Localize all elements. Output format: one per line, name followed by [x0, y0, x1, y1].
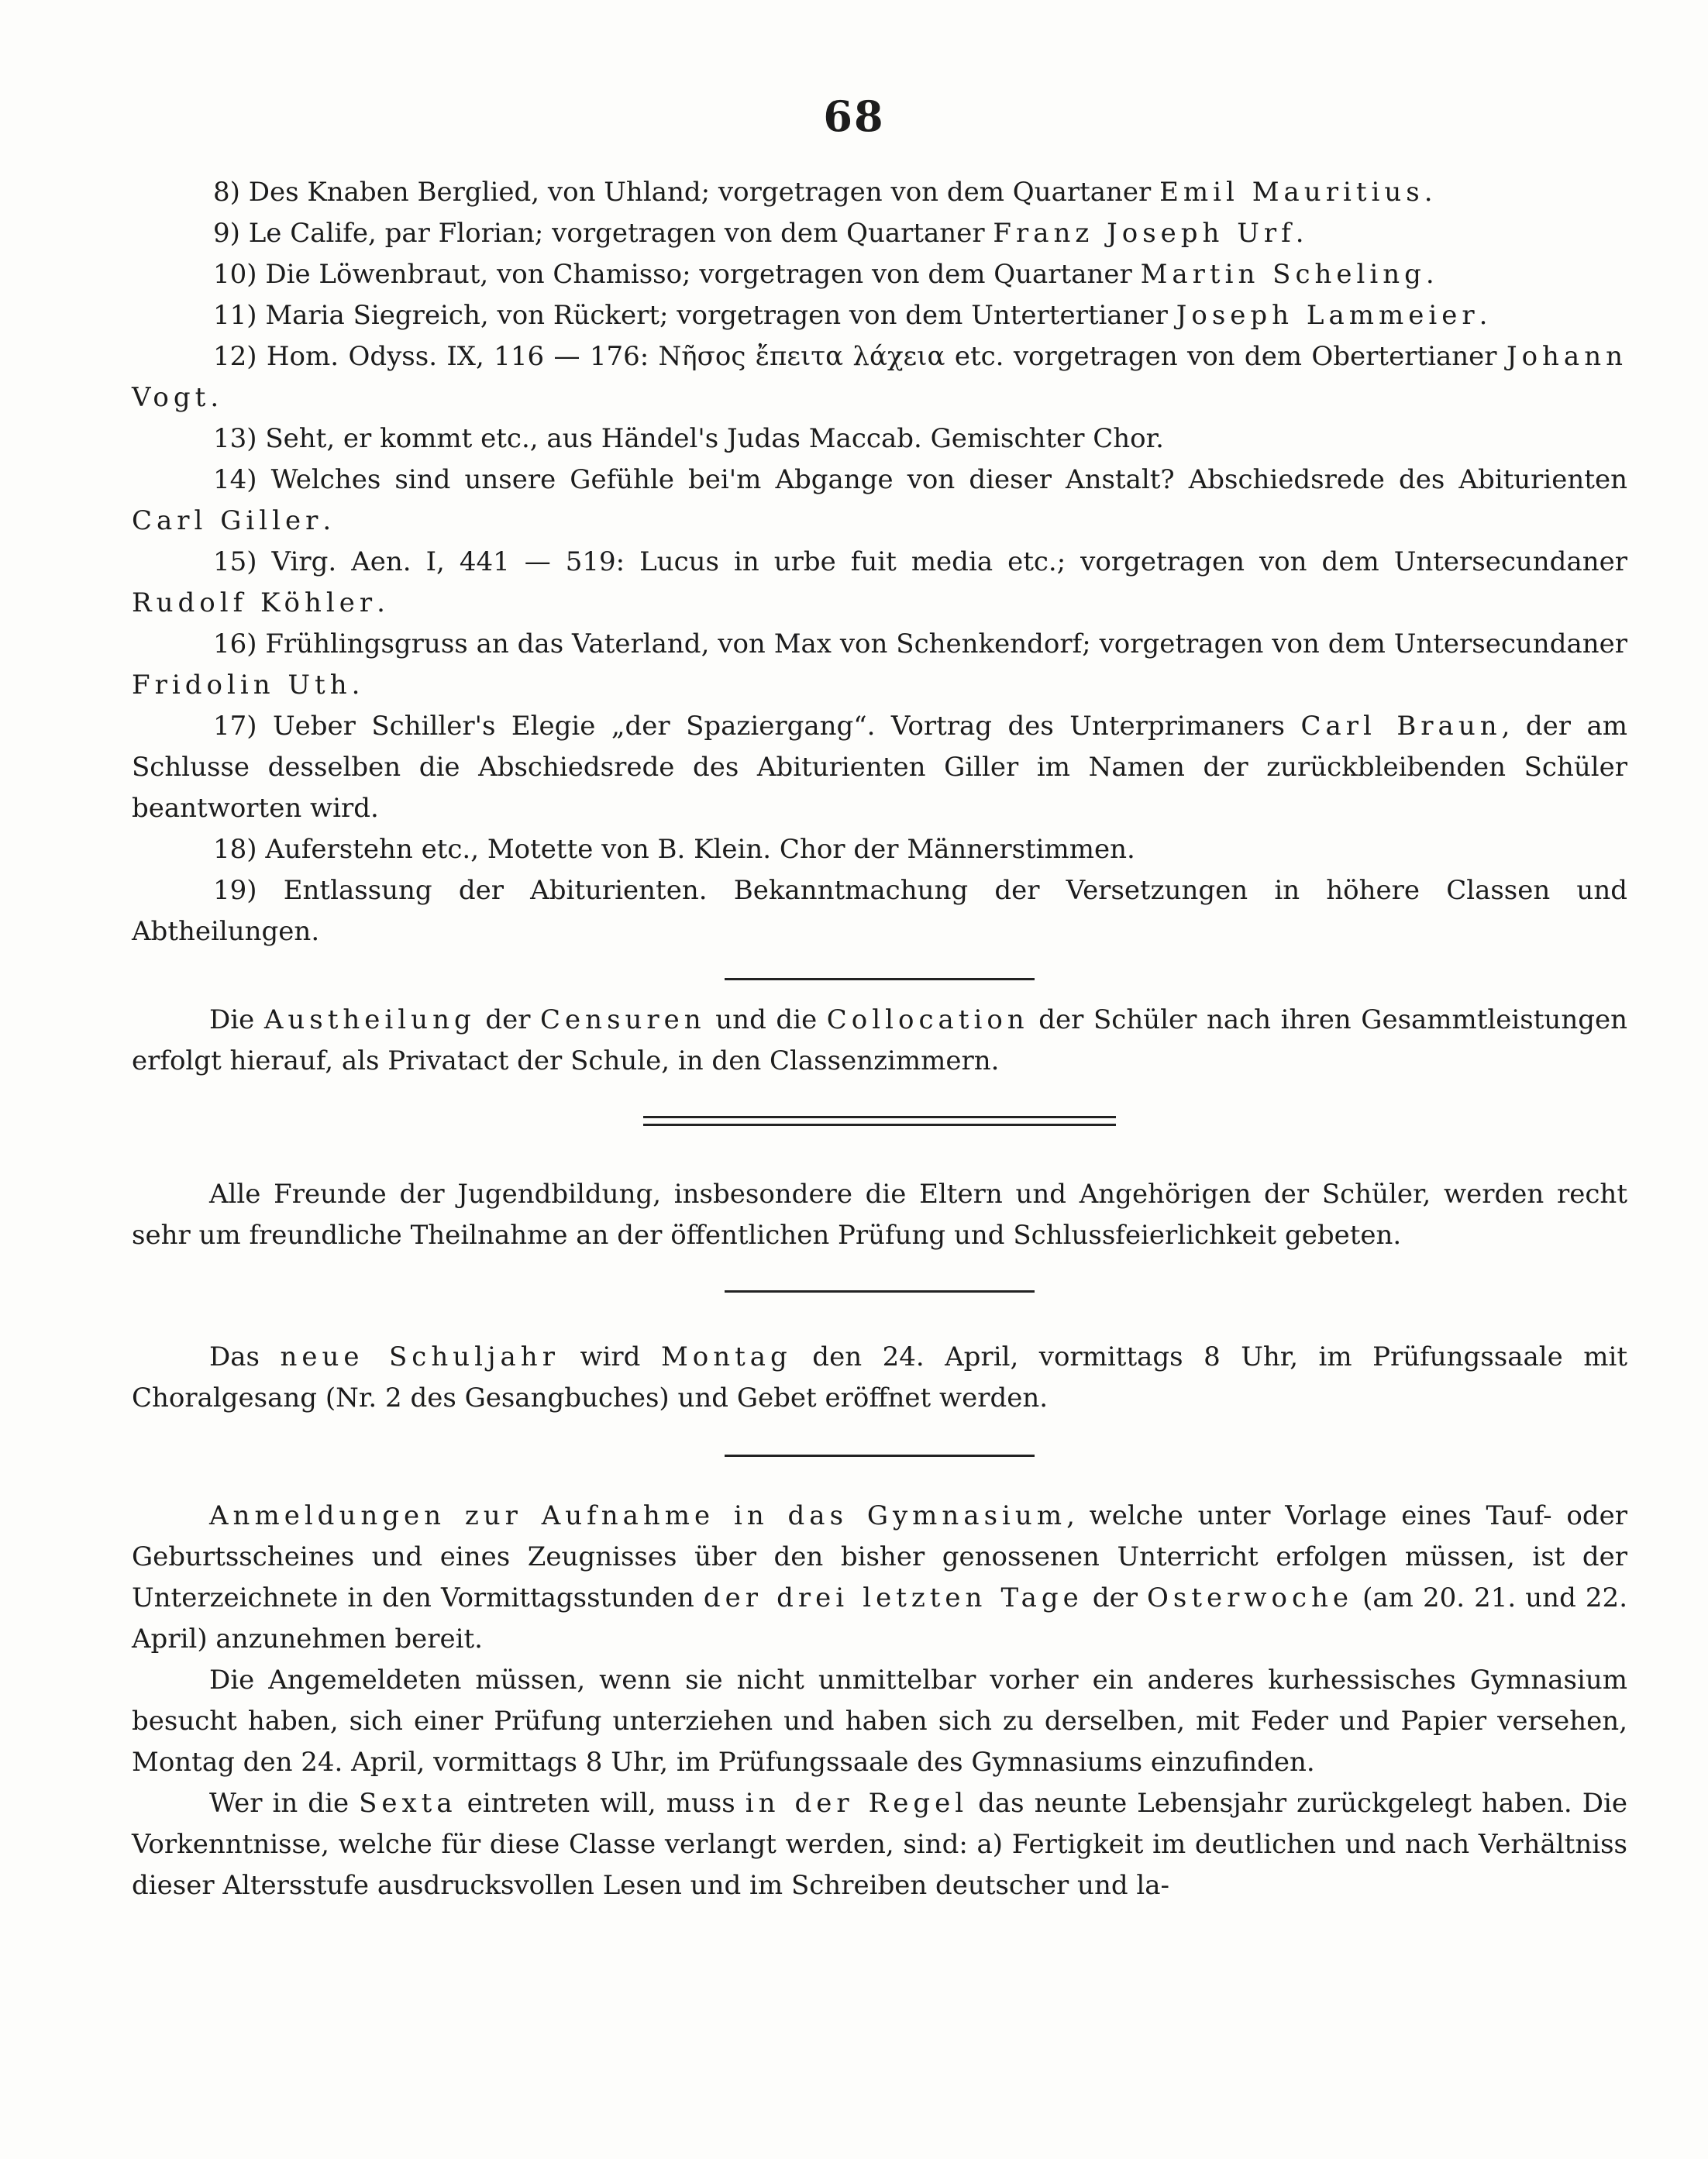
freunde-paragraph: Alle Freunde der Jugendbildung, insbesondere die Eltern und Angehörigen der Schüler, werden recht sehr um freundliche Theilnahme an der öffentlichen Prüfung und Schlussfeierlichkeit gebeten. [132, 1179, 1627, 1251]
list-item: 8) Des Knaben Berglied, von Uhland; vorgetragen von dem Quartaner Emil Mauritius. [213, 177, 1433, 208]
anmeldungen-section [132, 1496, 1627, 1906]
austheilung-paragraph: Die Austheilung der Censuren und die Collocation der Schüler nach ihren Gesammtleistungen erfolgt hierauf, als Privatact der Schule, in den Classenzimmern. [132, 1004, 1627, 1076]
list-item: 14) Welches sind unsere Gefühle bei'm Abgange von dieser Anstalt? Abschiedsrede des Abiturienten Carl Giller. [132, 464, 1627, 536]
angemeldeten-paragraph: Die Angemeldeten müssen, wenn sie nicht unmittelbar vorher ein anderes kurhessisches Gymnasium besucht haben, sich einer Prüfung unterziehen und haben sich zu derselben, mit Feder und Papier versehen, Montag den 24. April, vormittags 8 Uhr, im Prüfungssaale des Gymnasiums einzufinden. [132, 1665, 1627, 1778]
separator-rule [725, 1290, 1035, 1293]
list-item: 16) Frühlingsgruss an das Vaterland, von Max von Schenkendorf; vorgetragen von dem Untersecundaner Fridolin Uth. [132, 628, 1628, 701]
list-item: 15) Virg. Aen. I, 441 — 519: Lucus in urbe fuit media etc.; vorgetragen von dem Untersecundaner Rudolf Köhler. [132, 546, 1627, 618]
list-item: 11) Maria Siegreich, von Rückert; vorgetragen von dem Untertertianer Joseph Lammeier. [213, 300, 1488, 331]
list-item: 12) Hom. Odyss. IX, 116 — 176: Νῆσος ἔπειτα λάχεια etc. vorgetragen von dem Obertertianer Johann Vogt. [132, 341, 1627, 413]
separator-rule [725, 978, 1035, 980]
program-list [132, 172, 1627, 952]
list-item: 9) Le Calife, par Florian; vorgetragen von dem Quartaner Franz Joseph Urf. [213, 218, 1304, 249]
separator-rule [725, 1455, 1035, 1457]
list-item: 17) Ueber Schiller's Elegie „der Spaziergang“. Vortrag des Unterprimaners Carl Braun, der am Schlusse desselben die Abschiedsrede des Abiturienten Giller im Namen der zurückbleibenden Schüler beantworten wird. [132, 711, 1627, 824]
anmeldungen-paragraph: Anmeldungen zur Aufnahme in das Gymnasium, welche unter Vorlage eines Tauf- oder Geburtsscheines und eines Zeugnisses über den bisher genossenen Unterricht erfolgen müssen, ist der Unterzeichnete in den Vormittagsstunden der drei letzten Tage der Osterwoche (am 20. 21. und 22. April) anzunehmen bereit. [132, 1500, 1627, 1655]
list-item: 10) Die Löwenbraut, von Chamisso; vorgetragen von dem Quartaner Martin Scheling. [213, 259, 1434, 290]
schuljahr-paragraph: Das neue Schuljahr wird Montag den 24. April, vormittags 8 Uhr, im Prüfungssaale mit Choralgesang (Nr. 2 des Gesangbuches) und Gebet eröffnet werden. [132, 1341, 1628, 1414]
sexta-paragraph: Wer in die Sexta eintreten will, muss in der Regel das neunte Lebensjahr zurückgelegt haben. Die Vorkenntnisse, welche für diese Classe verlangt werden, sind: a) Fertigkeit im deutlichen und nach Verhältniss dieser Altersstufe ausdrucksvollen Lesen und im Schreiben deutscher und la- [132, 1788, 1627, 1901]
double-separator-rule [643, 1116, 1116, 1126]
list-item: 13) Seht, er kommt etc., aus Händel's Judas Maccab. Gemischter Chor. [213, 423, 1164, 454]
list-item: 19) Entlassung der Abiturienten. Bekanntmachung der Versetzungen in höhere Classen und Abtheilungen. [132, 875, 1627, 947]
page-number: 68 [823, 91, 885, 141]
list-item: 18) Auferstehn etc., Motette von B. Klein. Chor der Männerstimmen. [213, 834, 1135, 865]
